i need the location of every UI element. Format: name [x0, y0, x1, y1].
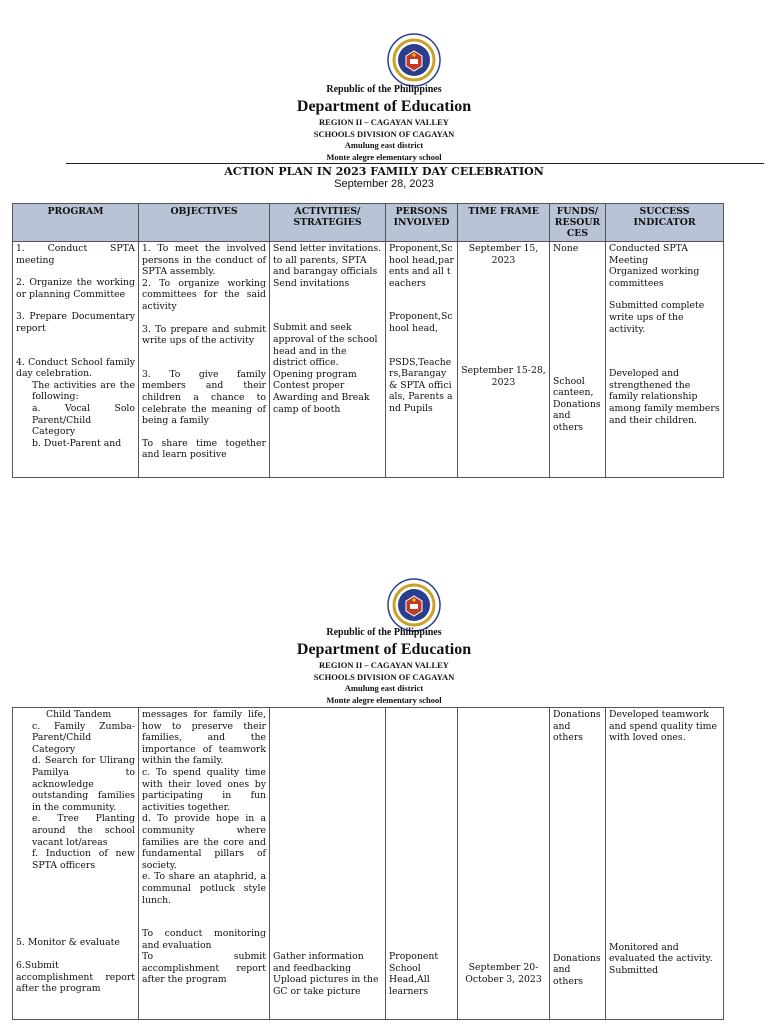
program-cell	[13, 242, 139, 478]
list-item: Developed teamwork and spend quality time with loved ones.	[609, 709, 717, 744]
list-item: 3. To give family members and their children a chance to celebrate the meaning of being a family	[142, 368, 266, 427]
list-item: e. Tree Planting around the school vacant lot/areas	[32, 813, 135, 848]
list-item: Proponent School Head,All learners	[389, 951, 439, 997]
list-item: Developed and strengthened the family relationship among family members and their children.	[609, 368, 720, 426]
list-item: d. Search for Ulirang Pamilya to acknowledge outstanding families in the community.	[32, 755, 135, 813]
list-item: September 15, 2023	[468, 243, 539, 266]
list-item: None	[553, 243, 579, 254]
header-success-indicator: SUCCESS INDICATOR	[606, 204, 724, 242]
list-item: Contest proper	[273, 380, 345, 392]
list-item: Send letter invitations.	[273, 243, 382, 254]
time-frame-cell	[458, 242, 550, 478]
list-item: 6.Submit accomplishment report after the program	[16, 959, 135, 995]
department-title: Department of Education	[296, 98, 472, 115]
list-item: Proponent,School head,	[389, 311, 453, 334]
deped-seal-icon	[387, 33, 441, 87]
list-item: Upload pictures in the GC or take picture	[273, 974, 379, 997]
funds-cell	[550, 242, 606, 478]
list-item: 1. To meet the involved persons in the conduct of SPTA assembly.	[142, 243, 266, 278]
header-objectives: OBJECTIVES	[139, 204, 270, 242]
persons-cell	[386, 242, 458, 478]
page-2	[0, 575, 768, 1024]
department-title: Department of Education	[296, 641, 472, 658]
list-item: 2. To organize working committees for the said activity	[142, 277, 266, 312]
document-date: September 28, 2023	[334, 178, 434, 190]
region-text: REGION II – CAGAYAN VALLEY	[319, 117, 449, 127]
table-row	[13, 242, 724, 478]
list-item: Awarding and Break camp of booth	[273, 391, 370, 415]
republic-text: Republic of the Philippines	[326, 84, 442, 95]
action-plan-table-continued	[12, 707, 724, 1020]
school-name: Monte alegre elementary school	[326, 695, 442, 705]
table-row	[13, 708, 724, 1020]
list-item: 5. Monitor & evaluate	[16, 937, 120, 949]
program-cell	[13, 708, 139, 1020]
list-item: School canteen, Donations and others	[553, 375, 601, 433]
success-cell	[606, 708, 724, 1020]
list-item: Child Tandem	[46, 709, 112, 720]
persons-cell	[386, 708, 458, 1020]
header-persons: PERSONS INVOLVED	[386, 204, 458, 242]
list-item: The activities are the following:	[32, 379, 135, 403]
list-item: 3. To prepare and submit write ups of the activity	[142, 323, 266, 347]
list-item: Submitted complete write ups of the activity.	[609, 300, 705, 335]
list-item: c. Family Zumba-Parent/Child Category	[32, 720, 135, 755]
header-rule	[66, 163, 764, 164]
region-text: REGION II – CAGAYAN VALLEY	[319, 660, 449, 670]
list-item: Submitted	[609, 964, 659, 976]
time-frame-cell	[458, 708, 550, 1020]
header-program: PROGRAM	[13, 204, 139, 242]
list-item: Opening program	[273, 368, 357, 380]
list-item: 1. Conduct SPTA meeting	[16, 243, 135, 266]
list-item: 3. Prepare Documentary report	[16, 311, 135, 334]
list-item: Donations and others	[553, 709, 601, 744]
district-text: Amulung east district	[344, 140, 424, 150]
list-item: d. To provide hope in a community where families are the core and fundamental pillars of society.	[142, 813, 266, 871]
list-item: e. To share an ataphrid, a communal potluck style lunch.	[142, 871, 266, 906]
objectives-cell	[139, 708, 270, 1020]
header-activities: ACTIVITIES/ STRATEGIES	[270, 204, 386, 242]
division-text: SCHOOLS DIVISION OF CAGAYAN	[313, 672, 455, 682]
table-header-row	[13, 204, 724, 242]
republic-text: Republic of the Philippines	[326, 627, 442, 638]
list-item: 2. Organize the working or planning Committee	[16, 277, 135, 300]
header-time-frame: TIME FRAME	[458, 204, 550, 242]
list-item: To submit accomplishment report after the program	[142, 951, 266, 986]
list-item: f. Induction of new SPTA officers	[32, 848, 135, 871]
list-item: 4. Conduct School family day celebration.	[16, 356, 135, 380]
list-item: to all parents, SPTA and barangay officials	[273, 254, 378, 278]
funds-cell	[550, 708, 606, 1020]
list-item: Gather information and feedbacking	[273, 951, 364, 974]
list-item: c. To spend quality time with their loved ones by participating in fun activities together.	[142, 766, 266, 813]
activities-cell	[270, 708, 386, 1020]
objectives-cell	[139, 242, 270, 478]
document-title: ACTION PLAN IN 2023 FAMILY DAY CELEBRATION	[224, 165, 544, 178]
list-item: To conduct monitoring and evaluation	[142, 928, 266, 951]
list-item: September 15-28, 2023	[461, 365, 546, 388]
list-item: messages for family life, how to preserve their families, and the importance of teamwork within the family.	[142, 709, 266, 767]
list-item: Organized working committees	[609, 266, 700, 289]
list-item: a. Vocal Solo Parent/Child Category	[32, 402, 135, 438]
list-item: To share time together and learn positive	[142, 437, 266, 461]
list-item: Donations and others	[553, 952, 601, 987]
list-item: PSDS,Teachers,Barangay & SPTA officials, Parents and Pupils	[389, 356, 453, 414]
list-item: Proponent,School head,parents and all teachers	[389, 243, 454, 289]
header-funds: FUNDS/ RESOUR CES	[550, 204, 606, 242]
list-item: Submit and seek approval of the school head and in the district office.	[273, 322, 378, 369]
division-text: SCHOOLS DIVISION OF CAGAYAN	[313, 129, 455, 139]
list-item: Conducted SPTA Meeting	[609, 243, 689, 266]
school-name: Monte alegre elementary school	[326, 152, 442, 162]
action-plan-table	[12, 203, 724, 478]
list-item: September 20-October 3, 2023	[465, 962, 542, 985]
activities-cell	[270, 242, 386, 478]
list-item: b. Duet-Parent and	[32, 437, 122, 449]
list-item: Monitored and evaluated the activity.	[609, 941, 713, 965]
district-text: Amulung east district	[344, 683, 424, 693]
success-cell	[606, 242, 724, 478]
deped-seal-icon	[387, 578, 441, 632]
list-item: Send invitations	[273, 277, 350, 289]
